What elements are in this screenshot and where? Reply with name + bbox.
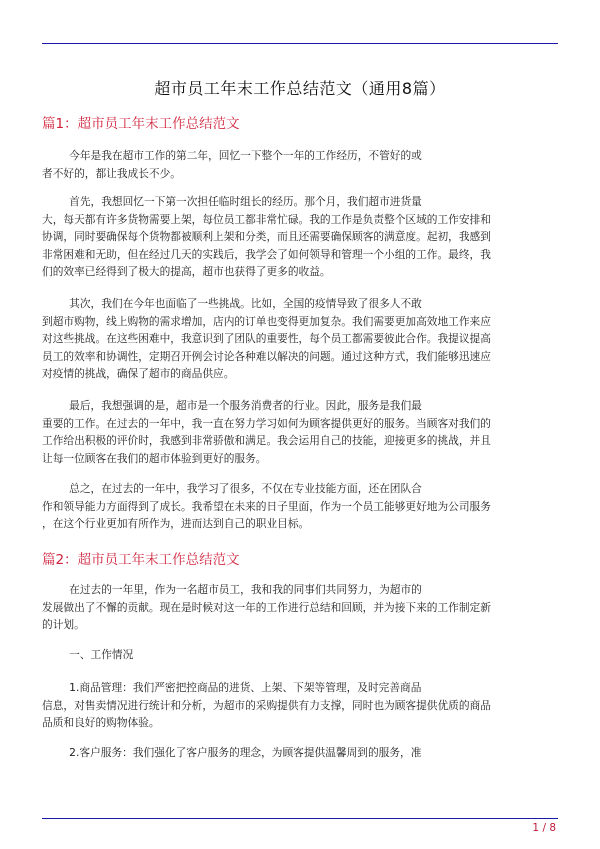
paragraph-line: 在过去的一年里，作为一名超市员工，我和我的同事们共同努力，为超市的 <box>42 583 422 596</box>
section-heading-1: 篇1：超市员工年末工作总结范文 <box>42 116 240 132</box>
paragraph-line: 今年是我在超市工作的第二年，回忆一下整个一年的工作经历，不管好的或 <box>42 149 422 162</box>
paragraph-line: 协调，同时要确保每个货物都被顺利上架和分类，而且还需要确保顾客的满意度。起初，我感到 <box>42 230 491 244</box>
paragraph <box>42 581 558 634</box>
section-heading-2: 篇2：超市员工年末工作总结范文 <box>42 552 240 568</box>
paragraph-line: 对这些挑战。在这些困难中，我意识到了团队的重要性，每个员工都需要彼此合作。我提议提高 <box>42 332 491 346</box>
paragraph-line: 大，每天都有许多货物需要上架，每位员工都非常忙碌。我的工作是负责整个区域的工作安排和 <box>42 212 491 226</box>
footer-rule <box>42 818 558 819</box>
paragraph-line: 发展做出了不懈的贡献。现在是时候对这一年的工作进行总结和回顾，并为接下来的工作制定新 <box>42 600 491 614</box>
paragraph-line: 总之，在过去的一年中，我学习了很多，不仅在专业技能方面，还在团队合 <box>42 482 422 495</box>
paragraph-line: 最后，我想强调的是，超市是一个服务消费者的行业。因此，服务是我们最 <box>42 399 422 412</box>
paragraph-line: 重要的工作。在过去的一年中，我一直在努力学习如何为顾客提供更好的服务。当顾客对我们的 <box>42 416 491 430</box>
paragraph-line: 2.客户服务：我们强化了客户服务的理念，为顾客提供温馨周到的服务，准 <box>42 746 422 759</box>
paragraph-line: 到超市购物，线上购物的需求增加，店内的订单也变得更加复杂。我们需要更加高效地工作来应 <box>42 314 491 328</box>
paragraph-line: ，在这个行业更加有所作为，进而达到自己的职业目标。 <box>42 517 310 531</box>
paragraph-line: 首先，我想回忆一下第一次担任临时组长的经历。那个月，我们超市进货量 <box>42 195 422 208</box>
paragraph <box>42 397 558 467</box>
document-title: 超市员工年末工作总结范文（通用8篇） <box>154 79 446 98</box>
paragraph-line: 员工的效率和协调性，定期召开例会讨论各种难以解决的问题。通过这种方式，我们能够迅速应 <box>42 349 491 363</box>
paragraph <box>42 147 558 182</box>
page-number: 1 / 8 <box>532 822 556 834</box>
paragraph-line: 信息，对售卖情况进行统计和分析，为超市的采购提供有力支撑，同时也为顾客提供优质的商品 <box>42 698 491 712</box>
paragraph-line: 工作给出积极的评价时，我感到非常骄傲和满足。我会运用自己的技能，迎接更多的挑战，并且 <box>42 434 491 448</box>
paragraph-line: 让每一位顾客在我们的超市体验到更好的服务。 <box>42 451 267 465</box>
subsection-heading <box>42 646 558 664</box>
paragraph-line: 对疫情的挑战，确保了超市的商品供应。 <box>42 367 235 381</box>
paragraph-line: 一、工作情况 <box>42 648 134 661</box>
paragraph-line: 们的效率已经得到了极大的提高，超市也获得了更多的收益。 <box>42 265 331 279</box>
paragraph-line: 品质和良好的购物体验。 <box>42 716 160 730</box>
paragraph <box>42 480 558 533</box>
paragraph-line: 的计划。 <box>42 618 85 632</box>
paragraph-line: 非常困难和无助，但在经过几天的实践后，我学会了如何领导和管理一个小组的工作。最终，我 <box>42 247 491 261</box>
paragraph <box>42 744 558 762</box>
paragraph-line: 其次，我们在今年也面临了一些挑战。比如，全国的疫情导致了很多人不敢 <box>42 297 422 310</box>
paragraph-line: 1.商品管理：我们严密把控商品的进货、上架、下架等管理，及时完善商品 <box>42 681 422 694</box>
paragraph <box>42 295 558 383</box>
paragraph <box>42 193 558 281</box>
paragraph <box>42 679 558 732</box>
header-rule <box>42 43 558 44</box>
paragraph-line: 者不好的，都让我成长不少。 <box>42 166 181 180</box>
paragraph-line: 作和领导能力方面得到了成长。我希望在未来的日子里面，作为一个员工能够更好地为公司服务 <box>42 499 491 513</box>
